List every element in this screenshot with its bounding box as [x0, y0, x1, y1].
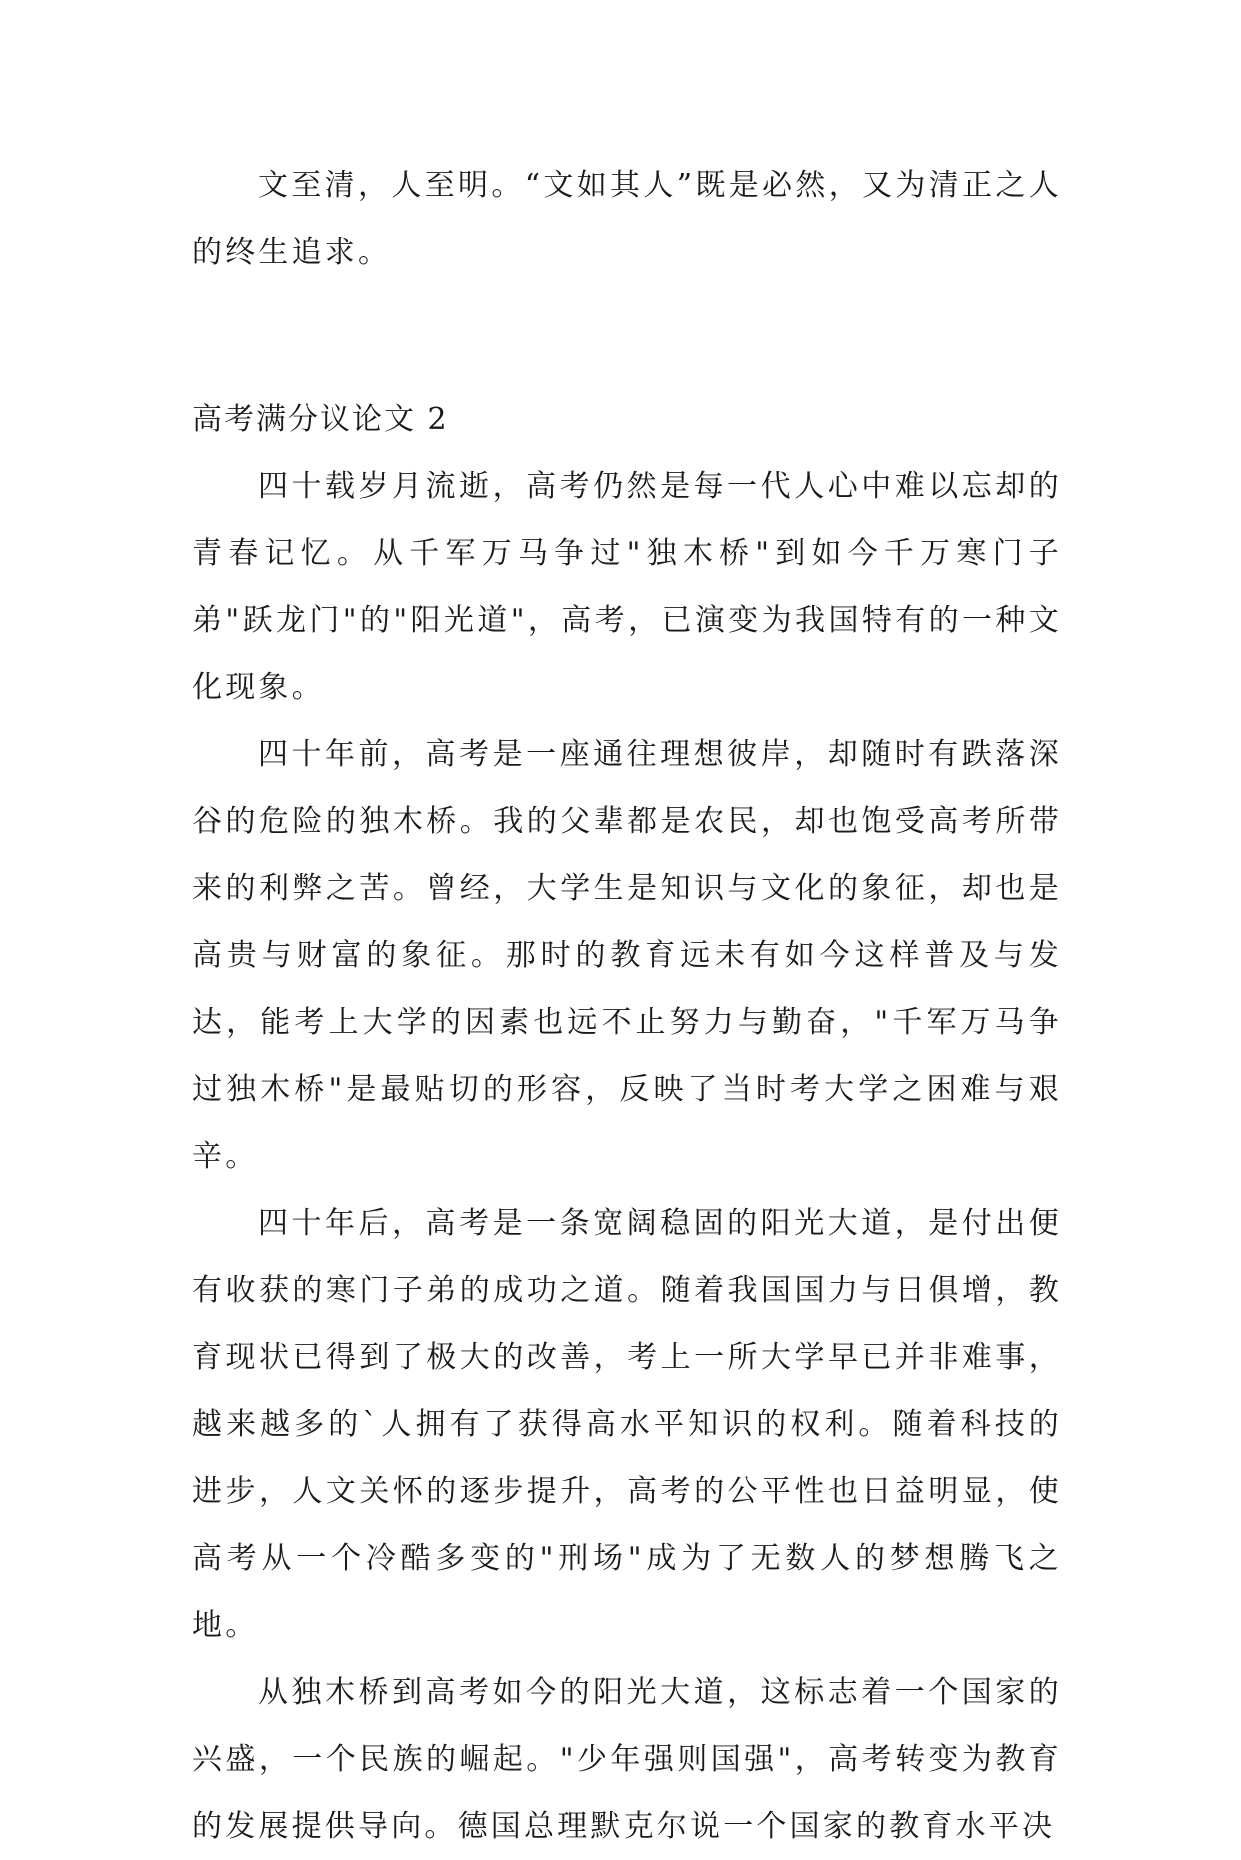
essay-section: [192, 386, 1062, 1860]
intro-paragraph: 文至清，人至明。“文如其人”既是必然，又为清正之人的终生追求。: [192, 168, 1062, 270]
body-paragraph: 四十年前，高考是一座通往理想彼岸，却随时有跌落深谷的危险的独木桥。我的父辈都是农民，却也饱受高考所带来的利弊之苦。曾经，大学生是知识与文化的象征，却也是高贵与财富的象征。那时的教育远未有如今这样普及与发达，能考上大学的因素也远不止努力与勤奋，"千军万马争过独木桥"是最贴切的形容，反映了当时考大学之困难与艰辛。: [192, 737, 1062, 1174]
body-paragraph: 从独木桥到高考如今的阳光大道，这标志着一个国家的兴盛，一个民族的崛起。"少年强则国强"，高考转变为教育的发展提供导向。德国总理默克尔说一个国家的教育水平决: [192, 1675, 1062, 1844]
body-paragraph: 四十年后，高考是一条宽阔稳固的阳光大道，是付出便有收获的寒门子弟的成功之道。随着我国国力与日俱增，教育现状已得到了极大的改善，考上一所大学早已并非难事，越来越多的`人拥有了获得高水平知识的权利。随着科技的进步，人文关怀的逐步提升，高考的公平性也日益明显，使高考从一个冷酷多变的"刑场"成为了无数人的梦想腾飞之地。: [192, 1206, 1062, 1643]
section-heading: 高考满分议论文 2: [192, 402, 449, 437]
body-paragraph: 四十载岁月流逝，高考仍然是每一代人心中难以忘却的青春记忆。从千军万马争过"独木桥"到如今千万寒门子弟"跃龙门"的"阳光道"，高考，已演变为我国特有的一种文化现象。: [192, 469, 1062, 705]
intro-block: [192, 152, 1062, 286]
